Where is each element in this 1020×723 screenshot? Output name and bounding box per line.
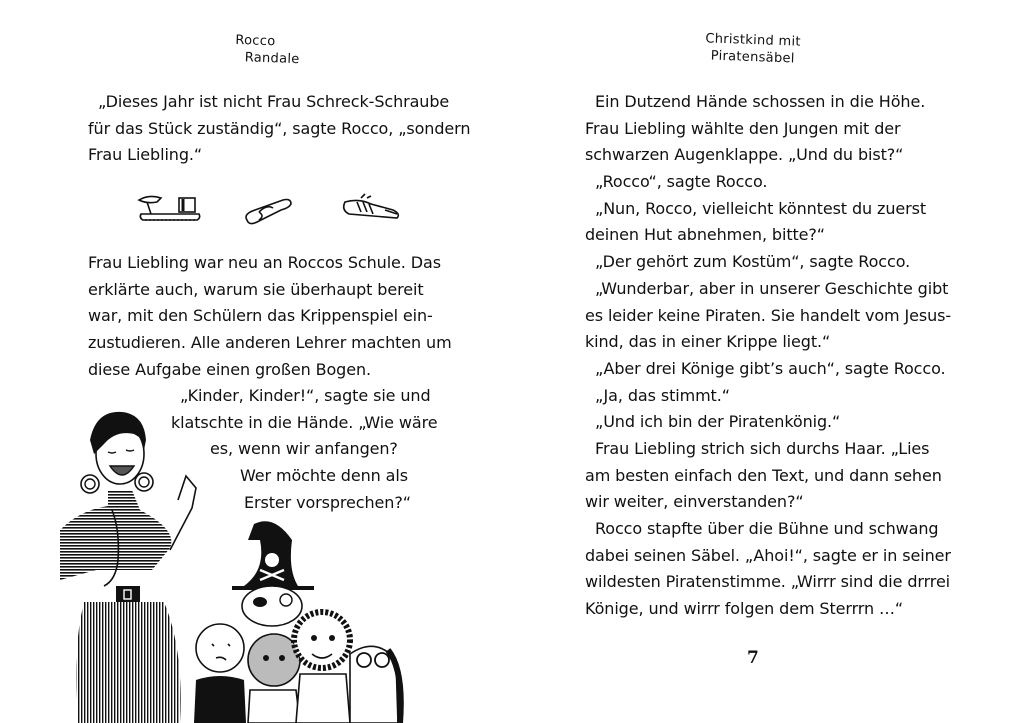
text-line: es, wenn wir anfangen?	[210, 439, 398, 459]
text-line: „Ja, das stimmt.“	[595, 385, 730, 405]
text-line: kind, das in einer Krippe liegt.“	[585, 332, 831, 352]
text-line: „Wunderbar, aber in unserer Geschichte gibt	[595, 278, 949, 298]
right-page	[510, 0, 1020, 723]
girl-with-glasses-figure	[350, 646, 401, 723]
running-head-line: Randale	[244, 50, 300, 68]
bald-boy-figure	[194, 624, 246, 723]
text-line: „Nun, Rocco, vielleicht könntest du zuerst	[595, 198, 927, 218]
text-line: zustudieren. Alle anderen Lehrer machten um	[88, 333, 452, 353]
text-line: Frau Liebling wählte den Jungen mit der	[585, 118, 901, 138]
text-line: am besten einfach den Text, und dann sehen	[585, 465, 942, 485]
teacher-figure	[60, 412, 196, 723]
text-line: „Rocco“, sagte Rocco.	[595, 172, 768, 192]
running-head-line: Rocco	[235, 32, 276, 50]
page-number: 7	[747, 648, 759, 668]
text-line: Rocco stapfte über die Bühne und schwang	[595, 519, 939, 538]
running-head-line: Piratensäbel	[710, 48, 795, 67]
running-head-left	[234, 32, 300, 68]
text-line: „Kinder, Kinder!“, sagte sie und	[180, 386, 431, 405]
running-head-line: Christkind mit	[705, 31, 802, 50]
text-line: „Dieses Jahr ist nicht Frau Schreck-Schraube	[98, 92, 450, 111]
text-line: Frau Liebling strich sich durchs Haar. „Lies	[595, 438, 930, 458]
sneaker-icon	[344, 194, 399, 218]
body-text	[585, 89, 951, 623]
text-line: Frau Liebling.“	[88, 145, 203, 165]
text-line: „Und ich bin der Piratenkönig.“	[595, 412, 841, 432]
text-line: deinen Hut abnehmen, bitte?“	[585, 225, 825, 245]
text-line: es leider keine Piraten. Sie handelt vom Jesus-	[585, 305, 952, 325]
text-line: „Aber drei Könige gibt’s auch“, sagte Rocco.	[595, 358, 946, 378]
text-line: schwarzen Augenklappe. „Und du bist?“	[585, 145, 904, 165]
paragraph-intro	[88, 89, 470, 169]
running-head-right	[704, 30, 801, 67]
text-line: Könige, und wirrr folgen dem Sterrrn …“	[585, 599, 904, 619]
text-line: Erster vorsprechen?“	[244, 492, 411, 512]
text-line: Ein Dutzend Hände schossen in die Höhe.	[595, 92, 926, 111]
paragraph-frau-liebling	[88, 250, 452, 383]
curly-haired-girl-figure	[294, 612, 350, 723]
text-line: erklärte auch, warum sie überhaupt bereit	[88, 279, 424, 299]
text-line: für das Stück zuständig“, sagte Rocco, „sondern	[88, 118, 471, 138]
text-line: war, mit den Schülern das Krippenspiel ein-	[88, 306, 433, 326]
text-line: wir weiter, einverstanden?“	[585, 492, 804, 512]
text-line: dabei seinen Säbel. „Ahoi!“, sagte er in seiner	[585, 545, 951, 565]
text-line: klatschte in die Hände. „Wie wäre	[171, 412, 438, 432]
shoes-vignette	[135, 190, 405, 230]
text-line: „Der gehört zum Kostüm“, sagte Rocco.	[595, 252, 911, 272]
sandal-icon	[139, 196, 200, 220]
flip-flop-icon	[246, 200, 291, 224]
text-line: Wer möchte denn als	[240, 466, 408, 486]
text-line: Frau Liebling war neu an Roccos Schule. Das	[88, 253, 441, 272]
text-line: wildesten Piratenstimme. „Wirrr sind die drrrei	[585, 572, 951, 592]
text-line: diese Aufgabe einen großen Bogen.	[88, 359, 371, 379]
teacher-and-children-illustration	[60, 410, 420, 723]
pirate-boy-figure	[232, 521, 314, 626]
